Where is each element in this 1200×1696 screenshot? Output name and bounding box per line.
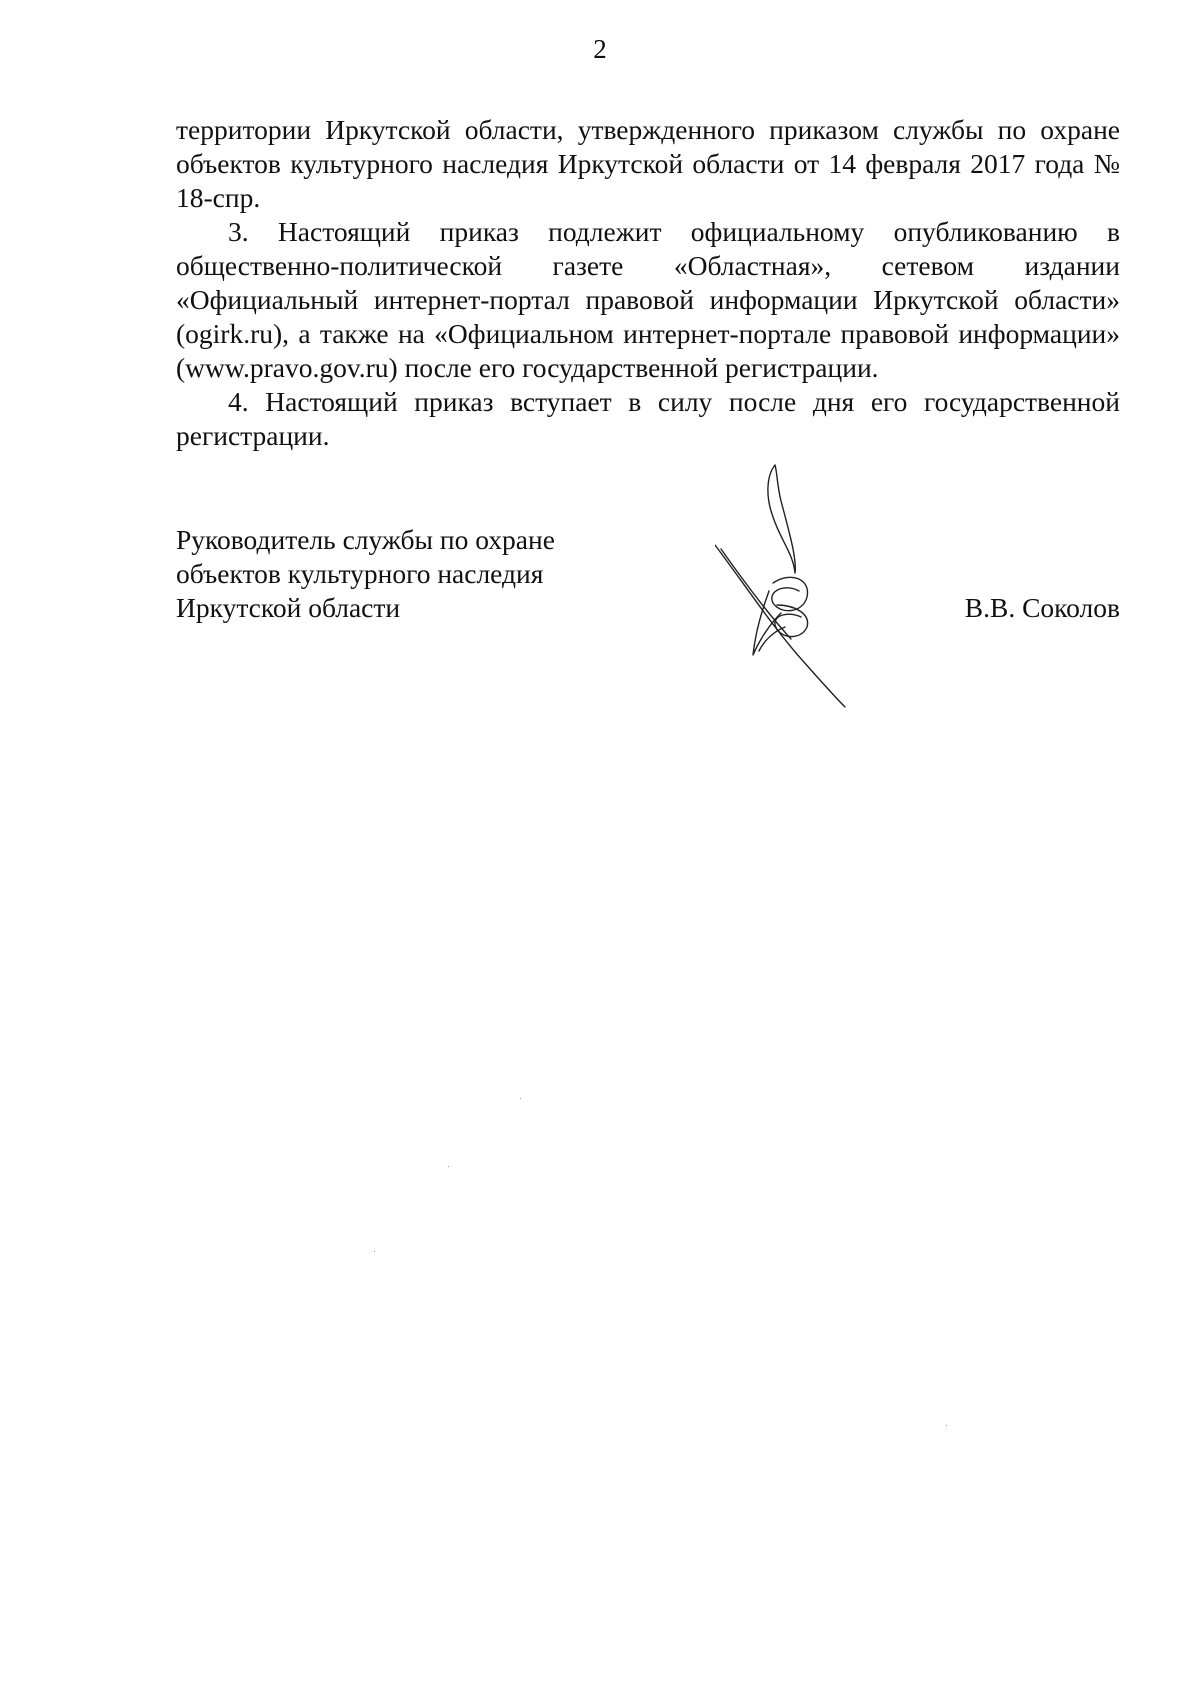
document-body xyxy=(176,113,1120,453)
paragraph-continuation: территории Иркутской области, утвержденного приказом службы по охране объектов культурного наследия Иркутской области от 14 февраля 2017 года № 18-спр. xyxy=(176,114,1120,213)
scan-speck xyxy=(374,1251,375,1252)
handwritten-signature xyxy=(715,455,885,715)
scan-speck xyxy=(520,1098,521,1099)
scan-speck xyxy=(448,1166,449,1167)
page-number: 2 xyxy=(593,34,607,64)
paragraph-3-publication: 3. Настоящий приказ подлежит официальному опубликованию в общественно-политической газете «Областная», сетевом издании «Официальный интернет-портал правовой информации Иркутской области» (ogirk.ru), а также на «Официальном интернет-портале правовой информации» (www.pravo.gov.ru) после его государственной регистрации. xyxy=(176,216,1120,383)
paragraph-4-effective: 4. Настоящий приказ вступает в силу после дня его государственной регистрации. xyxy=(176,386,1120,451)
signatory-position-line: Иркутской области xyxy=(176,592,401,623)
signatory-position-line: Руководитель службы по охране xyxy=(176,524,555,555)
scan-speck xyxy=(946,1425,947,1426)
signatory-name: В.В. Соколов xyxy=(964,592,1120,623)
signatory-position-line: объектов культурного наследия xyxy=(176,558,544,589)
signatory-position xyxy=(176,523,596,625)
